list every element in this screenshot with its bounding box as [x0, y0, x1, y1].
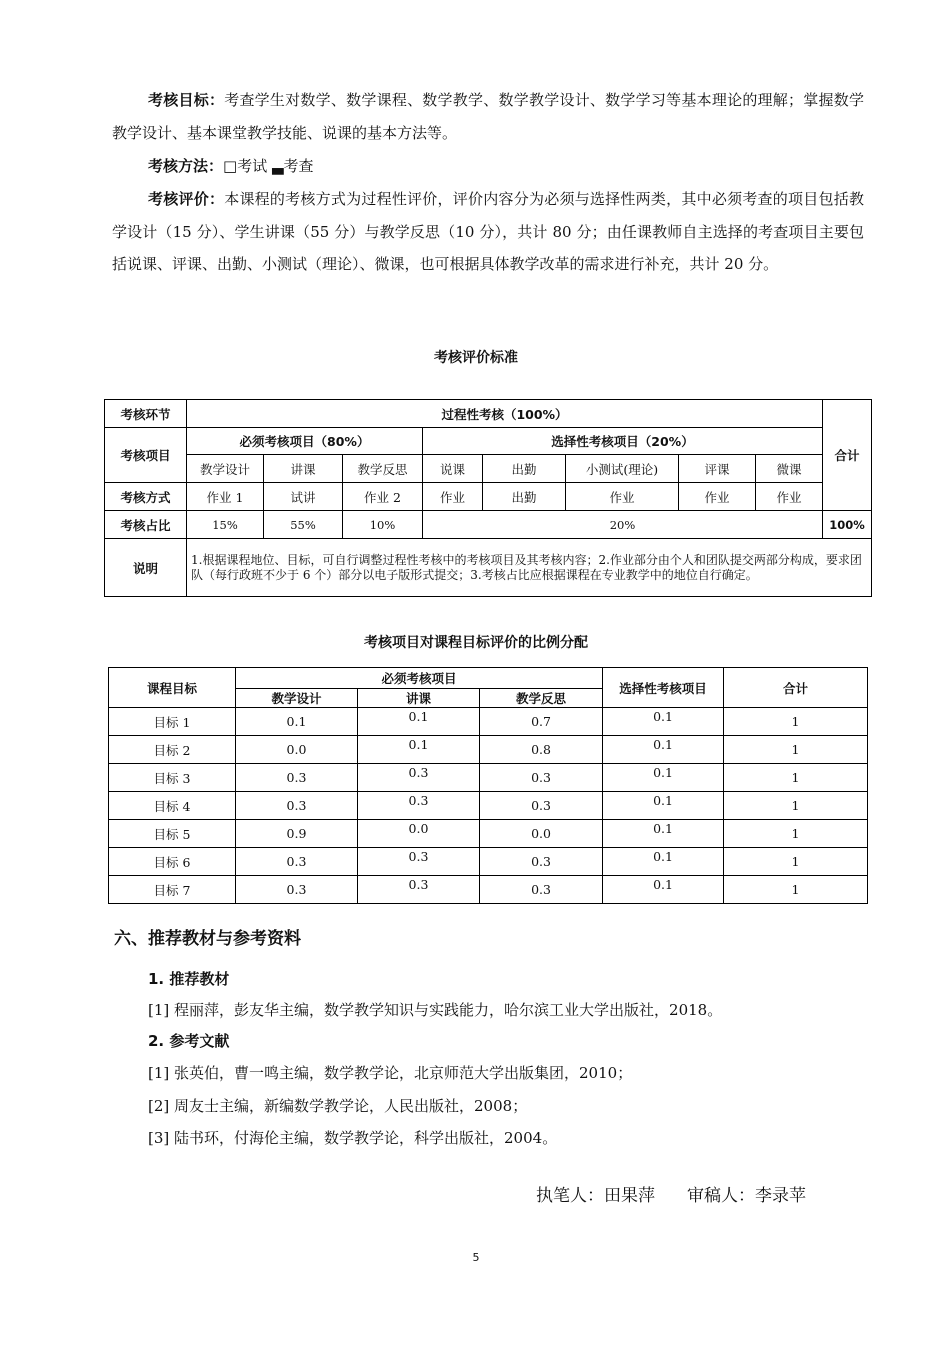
lecture-cell-value: 0.0 [408, 821, 429, 836]
design-cell: 0.3 [236, 764, 358, 792]
lecture-cell [358, 876, 480, 904]
item-cell: 微课 [756, 455, 823, 483]
lecture-cell-value: 0.3 [408, 765, 429, 780]
optional-cell [603, 708, 724, 736]
total-cell: 1 [724, 764, 868, 792]
method-label: 考核方法： [148, 157, 224, 175]
optional-cell-value: 0.1 [653, 709, 673, 724]
lecture-cell [358, 792, 480, 820]
col-design-header: 教学设计 [236, 689, 358, 708]
assessment-goal [112, 84, 864, 149]
col-total-header: 合计 [724, 668, 868, 708]
reflect-cell: 0.7 [480, 708, 603, 736]
optional-cell [603, 736, 724, 764]
ratio-total: 100% [823, 511, 872, 539]
method-cell: 作业 [423, 483, 483, 511]
col-goal-header: 课程目标 [109, 668, 236, 708]
total-cell: 1 [724, 876, 868, 904]
lecture-cell [358, 708, 480, 736]
writer: 执笔人：田果萍 [536, 1186, 655, 1206]
goal-cell: 目标 4 [109, 792, 236, 820]
col-optional-header: 选择性考核项目 [603, 668, 724, 708]
optional-cell-value: 0.1 [653, 877, 673, 892]
goal-cell: 目标 5 [109, 820, 236, 848]
method-cell: 出勤 [483, 483, 566, 511]
reflect-cell: 0.3 [480, 792, 603, 820]
required-group-header: 必须考核项目（80%） [187, 428, 423, 455]
reference-item: [2] 周友士主编，新编数学教学论，人民出版社，2008； [148, 1097, 528, 1115]
optional-cell-value: 0.1 [653, 737, 673, 752]
goal-row [109, 848, 868, 876]
reflect-cell: 0.3 [480, 764, 603, 792]
lecture-cell-value: 0.3 [408, 877, 429, 892]
goal-cell: 目标 6 [109, 848, 236, 876]
goal-cell: 目标 2 [109, 736, 236, 764]
design-cell: 0.9 [236, 820, 358, 848]
goal-row [109, 736, 868, 764]
reflect-cell: 0.0 [480, 820, 603, 848]
optional-cell-value: 0.1 [653, 793, 673, 808]
lecture-cell-value: 0.3 [408, 849, 429, 864]
method-text: □考试 ▃考查 [223, 157, 314, 175]
design-cell: 0.3 [236, 848, 358, 876]
total-cell: 1 [724, 848, 868, 876]
table1-title: 考核评价标准 [434, 350, 518, 366]
method-cell: 作业 [566, 483, 679, 511]
goal-text: 考查学生对数学、数学课程、数学教学、数学教学设计、数学学习等基本理论的理解；掌握数学教学设计、基本课堂教学技能、说课的基本方法等。 [112, 91, 864, 142]
total-cell: 1 [724, 708, 868, 736]
note-text: 1.根据课程地位、目标，可自行调整过程性考核中的考核项目及其考核内容；2.作业部分由个人和团队提交两部分构成，要求团队（每行政班不少于 6 个）部分以电子版形式提交；3.考核占比应根据课程在专业教学中的地位自行确定。 [187, 539, 872, 597]
optional-cell [603, 876, 724, 904]
goal-row [109, 764, 868, 792]
signature-line [536, 1181, 806, 1206]
method-cell: 作业 [756, 483, 823, 511]
item-cell: 教学反思 [343, 455, 423, 483]
goal-row [109, 876, 868, 904]
row-label-items: 考核项目 [105, 428, 187, 483]
lecture-cell-value: 0.3 [408, 793, 429, 808]
assessment-method [112, 150, 864, 183]
goal-row [109, 820, 868, 848]
reviewer: 审稿人：李录苹 [687, 1186, 806, 1206]
row-label-method: 考核方式 [105, 483, 187, 511]
lecture-cell [358, 820, 480, 848]
references-subheading: 2. 参考文献 [148, 1032, 230, 1050]
goal-allocation-table [108, 667, 868, 904]
optional-cell [603, 848, 724, 876]
item-cell: 讲课 [264, 455, 343, 483]
goal-label: 考核目标： [148, 91, 225, 109]
item-cell: 说课 [423, 455, 483, 483]
eval-label: 考核评价： [148, 190, 225, 208]
total-cell: 1 [724, 736, 868, 764]
ratio-cell: 15% [187, 511, 264, 539]
optional-cell-value: 0.1 [653, 765, 673, 780]
col-lecture-header: 讲课 [358, 689, 480, 708]
lecture-cell-value: 0.1 [408, 737, 429, 752]
design-cell: 0.0 [236, 736, 358, 764]
reflect-cell: 0.3 [480, 876, 603, 904]
total-header: 合计 [823, 400, 872, 511]
total-cell: 1 [724, 792, 868, 820]
method-cell: 作业 1 [187, 483, 264, 511]
row-label-note: 说明 [105, 539, 187, 597]
reference-item: [1] 张英伯，曹一鸣主编，数学教学论，北京师范大学出版集团，2010； [148, 1064, 633, 1082]
item-cell: 教学设计 [187, 455, 264, 483]
lecture-cell [358, 764, 480, 792]
item-cell: 小测试(理论) [566, 455, 679, 483]
optional-cell [603, 820, 724, 848]
page-number: 5 [472, 1251, 480, 1264]
optional-cell [603, 792, 724, 820]
goal-row [109, 792, 868, 820]
lecture-cell-value: 0.1 [408, 709, 429, 724]
textbook-subheading: 1. 推荐教材 [148, 970, 230, 988]
lecture-cell [358, 736, 480, 764]
method-cell: 作业 2 [343, 483, 423, 511]
process-header: 过程性考核（100%） [187, 400, 823, 428]
item-cell: 评课 [679, 455, 756, 483]
reference-item: [3] 陆书环，付海伦主编，数学教学论，科学出版社，2004。 [148, 1129, 558, 1147]
ratio-cell-optional: 20% [423, 511, 823, 539]
goal-allocation-rows [109, 708, 868, 904]
total-cell: 1 [724, 820, 868, 848]
row-label-link: 考核环节 [105, 400, 187, 428]
ratio-cell: 10% [343, 511, 423, 539]
design-cell: 0.3 [236, 792, 358, 820]
lecture-cell [358, 848, 480, 876]
design-cell: 0.1 [236, 708, 358, 736]
goal-cell: 目标 3 [109, 764, 236, 792]
optional-cell-value: 0.1 [653, 821, 673, 836]
reflect-cell: 0.8 [480, 736, 603, 764]
row-label-ratio: 考核占比 [105, 511, 187, 539]
assessment-evaluation [112, 183, 864, 281]
design-cell: 0.3 [236, 876, 358, 904]
goal-row [109, 708, 868, 736]
optional-cell-value: 0.1 [653, 849, 673, 864]
col-required-header: 必须考核项目 [236, 668, 603, 689]
textbook-item: [1] 程丽萍，彭友华主编，数学教学知识与实践能力，哈尔滨工业大学出版社，2018。 [148, 1001, 723, 1019]
goal-cell: 目标 7 [109, 876, 236, 904]
optional-group-header: 选择性考核项目（20%） [423, 428, 823, 455]
reflect-cell: 0.3 [480, 848, 603, 876]
item-cell: 出勤 [483, 455, 566, 483]
eval-text: 本课程的考核方式为过程性评价，评价内容分为必须与选择性两类，其中必须考查的项目包括教学设计（15 分）、学生讲课（55 分）与教学反思（10 分），共计 80 分；由任课教师自主选择的考查项目主要包括说课、评课、出勤、小测试（理论）、微课，也可根据具体教学改革的需求进行补充，共计 20 分。 [112, 190, 864, 273]
method-cell: 试讲 [264, 483, 343, 511]
ratio-cell: 55% [264, 511, 343, 539]
section6-heading: 六、推荐教材与参考资料 [114, 929, 301, 949]
table2-title: 考核项目对课程目标评价的比例分配 [364, 635, 588, 651]
goal-cell: 目标 1 [109, 708, 236, 736]
method-cell: 作业 [679, 483, 756, 511]
optional-cell [603, 764, 724, 792]
assessment-standard-table [104, 399, 872, 597]
col-reflect-header: 教学反思 [480, 689, 603, 708]
